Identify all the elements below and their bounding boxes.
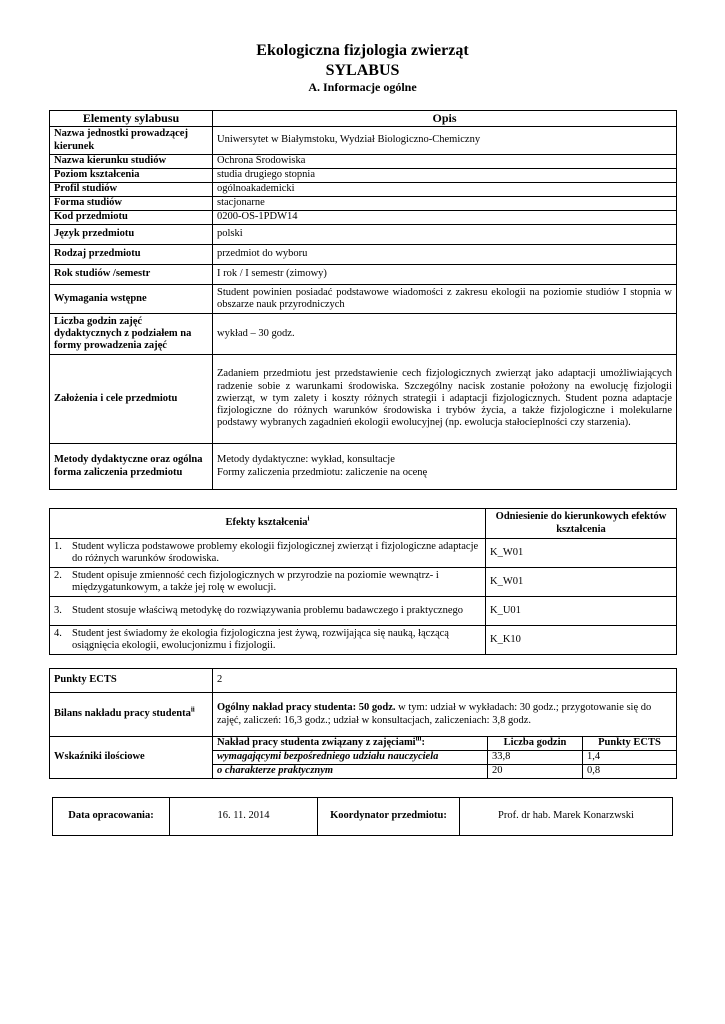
effect-text: Student stosuje właściwą metodykę do rozwiązywania problemu badawczego i praktycznego <box>72 604 463 616</box>
effect-text: Student wylicza podstawowe problemy ekologii fizjologicznej zwierząt i fizjologiczne adaptacje do różnych warunków środowiska. <box>72 540 479 564</box>
effect-number: 3. <box>54 604 62 616</box>
row-value <box>213 444 677 490</box>
indicators-header-text: Nakład pracy studenta związany z zajęciami <box>217 737 416 749</box>
row-value: 0200-OS-1PDW14 <box>213 211 677 225</box>
header-description: Opis <box>213 111 677 127</box>
methods-text: Metody dydaktyczne: wykład, konsultacje <box>217 454 395 466</box>
effect-number: 2. <box>54 569 62 581</box>
row-label: Metody dydaktyczne oraz ogólna forma zaliczenia przedmiotu <box>50 444 213 490</box>
endnote-ref: iii <box>415 736 422 743</box>
workload-balance-text: Bilans nakładu pracy studenta <box>54 708 191 720</box>
row-value: przedmiot do wyboru <box>213 245 677 265</box>
effect-cell <box>50 597 486 626</box>
coordinator-label: Koordynator przedmiotu: <box>318 798 460 836</box>
assessment-text: Formy zaliczenia przedmiotu: zaliczenie na ocenę <box>217 466 428 478</box>
table-row <box>50 539 677 568</box>
row-label: Nazwa kierunku studiów <box>50 155 213 169</box>
table-row <box>50 355 677 444</box>
row-label: Wymagania wstępne <box>50 285 213 314</box>
row-label: Założenia i cele przedmiotu <box>50 355 213 444</box>
section-heading: A. Informacje ogólne <box>308 80 417 94</box>
table-row <box>50 597 677 626</box>
row-value: polski <box>213 225 677 245</box>
ects-points-value: 2 <box>213 669 677 693</box>
indicators-label: Wskaźniki ilościowe <box>50 737 213 779</box>
document-title: Ekologiczna fizjologia zwierząt <box>256 42 469 59</box>
indicator-label: o charakterze praktycznym <box>213 765 488 779</box>
table-row <box>50 737 677 751</box>
row-label: Forma studiów <box>50 197 213 211</box>
workload-breakdown: w tym: udział w wykładach: 30 godz.; przygotowanie się do zajęć, zaliczeń: 16,3 godz.; udział w konsultacjach, zaliczeniach: 3,8 godz. <box>217 702 652 726</box>
effect-number: 4. <box>54 627 62 639</box>
effect-number: 1. <box>54 540 62 552</box>
row-label: Profil studiów <box>50 183 213 197</box>
endnote-ref: i <box>307 514 310 523</box>
syllabus-elements-table <box>49 110 677 490</box>
table-row <box>53 798 673 836</box>
table-row <box>50 693 677 737</box>
ects-header: Punkty ECTS <box>583 737 677 751</box>
header-effects-label: Efekty kształcenia <box>225 517 308 529</box>
header-elements: Elementy sylabusu <box>50 111 213 127</box>
indicator-hours: 20 <box>488 765 583 779</box>
table-row <box>50 225 677 245</box>
date-value: 16. 11. 2014 <box>170 798 318 836</box>
indicators-header: Nakład pracy studenta związany z zajęciami$^{iii}$: <box>213 737 488 751</box>
effect-cell <box>50 626 486 655</box>
row-value: wykład – 30 godz. <box>213 314 677 355</box>
table-row <box>50 265 677 285</box>
table-row <box>50 626 677 655</box>
row-label: Nazwa jednostki prowadzącej kierunek <box>50 127 213 155</box>
row-value: Ochrona Środowiska <box>213 155 677 169</box>
ects-points-label: Punkty ECTS <box>50 669 213 693</box>
effect-cell <box>50 539 486 568</box>
table-row <box>50 669 677 693</box>
table-row <box>50 285 677 314</box>
row-value: Uniwersytet w Białymstoku, Wydział Biologiczno-Chemiczny <box>213 127 677 155</box>
row-label: Liczba godzin zajęć dydaktycznych z podziałem na formy prowadzenia zajęć <box>50 314 213 355</box>
workload-balance-value <box>213 693 677 737</box>
workload-balance-label <box>50 693 213 737</box>
table-row <box>50 155 677 169</box>
hours-header: Liczba godzin <box>488 737 583 751</box>
date-label: Data opracowania: <box>53 798 170 836</box>
row-value: ogólnoakademicki <box>213 183 677 197</box>
table-row <box>50 568 677 597</box>
effect-reference: K_W01 <box>486 568 677 597</box>
table-row <box>50 127 677 155</box>
row-label: Język przedmiotu <box>50 225 213 245</box>
effect-reference: K_K10 <box>486 626 677 655</box>
indicator-hours: 33,8 <box>488 751 583 765</box>
indicator-label: wymagającymi bezpośredniego udziału nauczyciela <box>213 751 488 765</box>
row-value: I rok / I semestr (zimowy) <box>213 265 677 285</box>
learning-outcomes-table <box>49 508 677 655</box>
row-label: Rok studiów /semestr <box>50 265 213 285</box>
ects-table <box>49 668 677 779</box>
table-row <box>50 197 677 211</box>
table-row <box>50 245 677 265</box>
effect-reference: K_U01 <box>486 597 677 626</box>
indicator-ects: 1,4 <box>583 751 677 765</box>
effect-text: Student opisuje zmienność cech fizjologicznych w przyrodzie na poziomie wewnątrz- i międzygatunkowym, a także jej rolę w ewolucji. <box>72 569 439 593</box>
footer-table <box>52 797 673 836</box>
row-value: studia drugiego stopnia <box>213 169 677 183</box>
header-reference: Odniesienie do kierunkowych efektów kształcenia <box>486 509 677 539</box>
effect-cell <box>50 568 486 597</box>
effect-text: Student jest świadomy że ekologia fizjologiczna jest żywą, rozwijająca się nauką, łączącą osiągnięcia ekologii, ewolucjonizmu i fizjologii. <box>72 627 449 651</box>
row-value: Zadaniem przedmiotu jest przedstawienie cech fizjologicznych zwierząt jako adaptacji umożliwiających radzenie sobie z warunkami środowiska. Szczególny nacisk zostanie położony na ewolucję fizjologii zwierząt, w tym zalety i koszty różnych strategii i adaptacji fizjologicznych. Student pozna adaptacje fizjologiczne do różnych warunków środowiska i trybów życia, a także fizjologiczne i molekularne podstawy wybranych zagadnień ekologii ewolucyjnej (np. ewolucja stałocieplności czy starzenia). <box>213 355 677 444</box>
indicator-ects: 0,8 <box>583 765 677 779</box>
row-label: Poziom kształcenia <box>50 169 213 183</box>
row-value: Student powinien posiadać podstawowe wiadomości z zakresu ekologii na poziomie studiów I stopnia w obszarze nauk przyrodniczych <box>213 285 677 314</box>
workload-total: Ogólny nakład pracy studenta: 50 godz. <box>217 702 396 714</box>
row-label: Rodzaj przedmiotu <box>50 245 213 265</box>
table-row <box>50 211 677 225</box>
document-subtitle: SYLABUS <box>325 62 400 79</box>
row-value: stacjonarne <box>213 197 677 211</box>
table-row <box>50 444 677 490</box>
table-row <box>50 169 677 183</box>
row-label: Kod przedmiotu <box>50 211 213 225</box>
effect-reference: K_W01 <box>486 539 677 568</box>
table-row <box>50 314 677 355</box>
header-effects <box>50 509 486 539</box>
endnote-ref: ii <box>190 705 195 714</box>
coordinator-value: Prof. dr hab. Marek Konarzwski <box>460 798 673 836</box>
table-row <box>50 183 677 197</box>
